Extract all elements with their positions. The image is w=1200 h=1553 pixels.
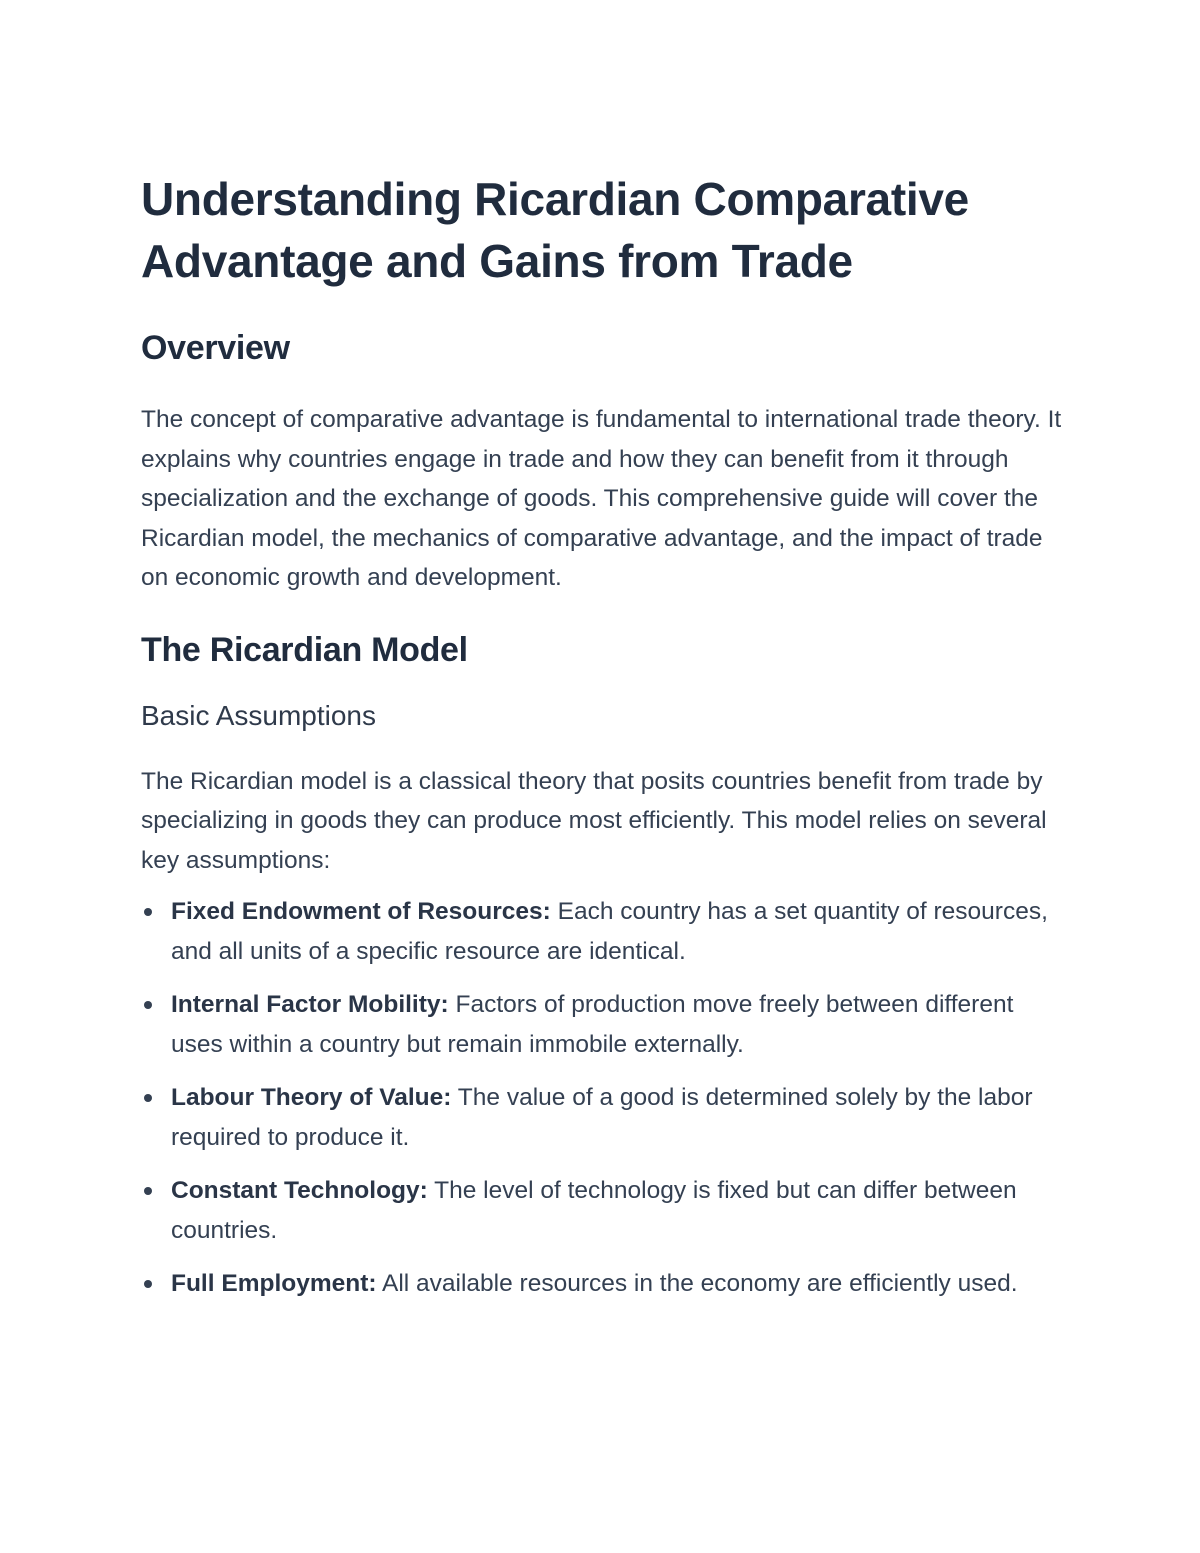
bullet-icon bbox=[144, 1187, 152, 1195]
assumption-term: Constant Technology: bbox=[171, 1177, 428, 1204]
document-title: Understanding Ricardian Comparative Advantage and Gains from Trade bbox=[141, 173, 969, 287]
document-page bbox=[141, 168, 1071, 1318]
overview-paragraph: The concept of comparative advantage is fundamental to international trade theory. It explains why countries engage in trade and how they can benefit from it through specialization and the exchange of goods. This comprehensive guide will cover the Ricardian model, the mechanics of comparative advantage, and the impact of trade on economic growth and development. bbox=[141, 406, 1062, 591]
ricardian-model-heading: The Ricardian Model bbox=[141, 630, 468, 669]
assumptions-intro-paragraph: The Ricardian model is a classical theory that posits countries benefit from trade by specializing in goods they can produce most efficiently. This model relies on several key assumptions: bbox=[141, 767, 1047, 874]
bullet-icon bbox=[144, 1001, 152, 1009]
assumption-text: Each country has a set quantity of resources, and all units of a specific resource are identical. bbox=[171, 898, 1048, 965]
bullet-icon bbox=[144, 908, 152, 916]
assumption-text: Factors of production move freely between different uses within a country but remain immobile externally. bbox=[171, 991, 1014, 1058]
basic-assumptions-subheading: Basic Assumptions bbox=[141, 699, 376, 731]
list-item bbox=[141, 1264, 1071, 1304]
assumption-term: Fixed Endowment of Resources: bbox=[171, 898, 551, 925]
assumption-text: The level of technology is fixed but can differ between countries. bbox=[171, 1177, 1017, 1244]
list-item bbox=[141, 985, 1071, 1064]
assumption-text: The value of a good is determined solely by the labor required to produce it. bbox=[171, 1084, 1033, 1151]
assumption-term: Full Employment: bbox=[171, 1270, 377, 1297]
list-item bbox=[141, 1078, 1071, 1157]
assumptions-list bbox=[141, 892, 1071, 1304]
assumption-text: All available resources in the economy are efficiently used. bbox=[376, 1270, 1018, 1297]
assumption-term: Internal Factor Mobility: bbox=[171, 991, 449, 1018]
list-item bbox=[141, 1171, 1071, 1250]
bullet-icon bbox=[144, 1280, 152, 1288]
overview-heading: Overview bbox=[141, 329, 290, 367]
list-item bbox=[141, 892, 1071, 971]
bullet-icon bbox=[144, 1094, 152, 1102]
assumption-term: Labour Theory of Value: bbox=[171, 1084, 452, 1111]
